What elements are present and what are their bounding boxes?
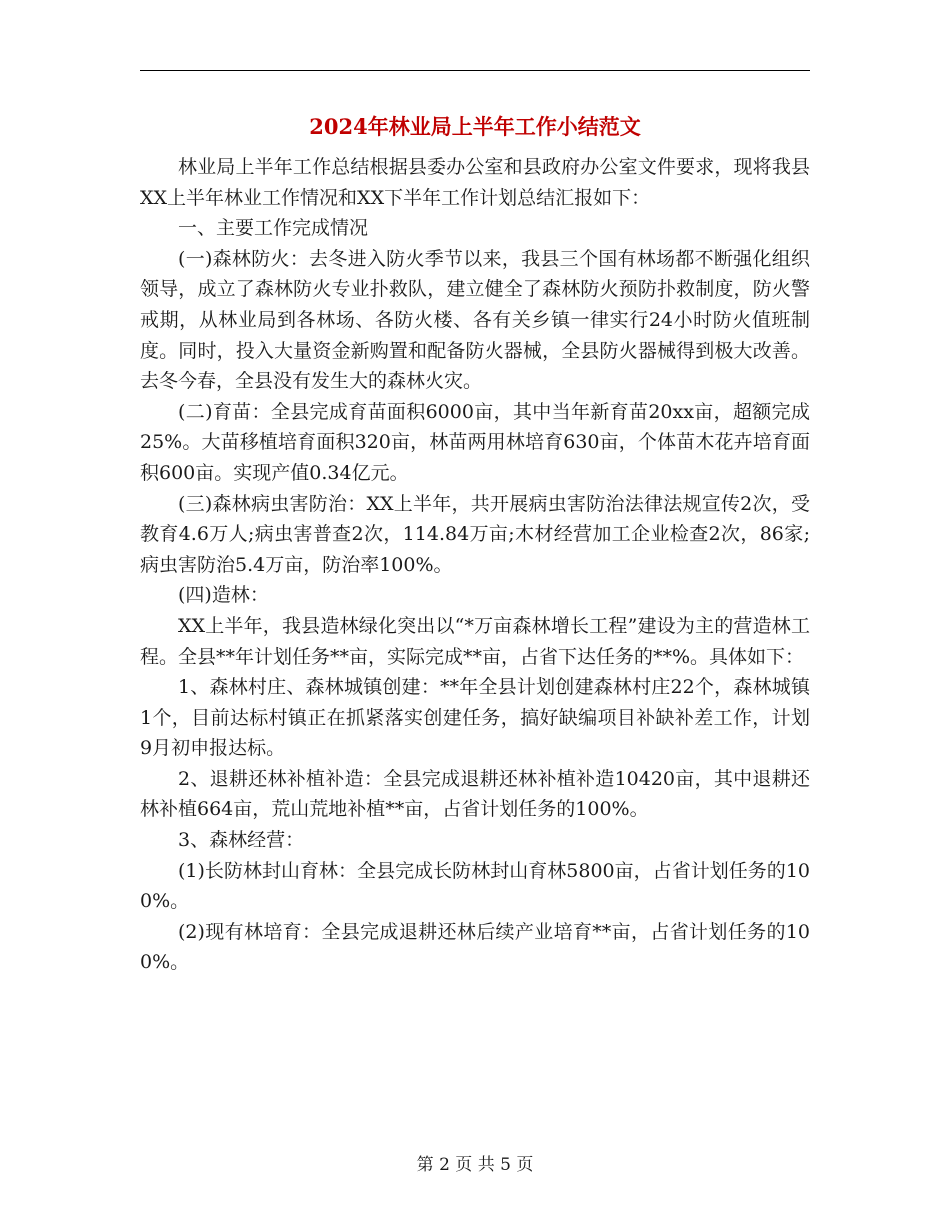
paragraph-afforestation: XX上半年，我县造林绿化突出以“*万亩森林增长工程”建设为主的营造林工程。全县**年计划任务**亩，实际完成**亩，占省下达任务的**%。具体如下： [140, 614, 810, 668]
paragraph-existing-forest: (2)现有林培育：全县完成退耕还林后续产业培育**亩，占省计划任务的100%。 [140, 920, 810, 974]
subheading-afforestation: (四)造林： [178, 584, 269, 607]
paragraph-fire-prevention: (一)森林防火：去冬进入防火季节以来，我县三个国有林场都不断强化组织领导，成立了森林防火专业扑救队，建立健全了森林防火预防扑救制度，防火警戒期，从林业局到各林场、各防火楼、各有关乡镇一律实行24小时防火值班制度。同时，投入大量资金新购置和配备防火器械，全县防火器械得到极大改善。去冬今春，全县没有发生大的森林火灾。 [140, 247, 810, 393]
paragraph-pest-control: (三)森林病虫害防治：XX上半年，共开展病虫害防治法律法规宣传2次，受教育4.6万人;病虫害普查2次，114.84万亩;木材经营加工企业检查2次，86家;病虫害防治5.4万亩，防治率100%。 [140, 492, 810, 576]
header-rule [140, 70, 810, 71]
paragraph-seedlings: (二)育苗：全县完成育苗面积6000亩，其中当年新育苗20xx亩，超额完成25%。大苗移植培育面积320亩，林苗两用林培育630亩，个体苗木花卉培育面积600亩。实现产值0.34亿元。 [140, 400, 810, 484]
subheading-forest-management: 3、森林经营： [178, 829, 305, 852]
page-number-footer: 第 2 页 共 5 页 [416, 1155, 534, 1175]
document-title: 2024年林业局上半年工作小结范文 [309, 114, 641, 139]
paragraph-intro: 林业局上半年工作总结根据县委办公室和县政府办公室文件要求，现将我县XX上半年林业工作情况和XX下半年工作计划总结汇报如下： [140, 156, 810, 209]
paragraph-mountain-closure: (1)长防林封山育林：全县完成长防林封山育林5800亩，占省计划任务的100%。 [140, 859, 810, 913]
document-body [140, 152, 810, 978]
paragraph-forest-villages: 1、森林村庄、森林城镇创建：**年全县计划创建森林村庄22个，森林城镇1个，目前达标村镇正在抓紧落实创建任务，搞好缺编项目补缺补差工作，计划9月初申报达标。 [140, 676, 810, 760]
section-heading-main-work: 一、主要工作完成情况 [178, 217, 369, 240]
paragraph-reforestation: 2、退耕还林补植补造：全县完成退耕还林补植补造10420亩，其中退耕还林补植664亩，荒山荒地补植**亩，占省计划任务的100%。 [140, 767, 810, 821]
